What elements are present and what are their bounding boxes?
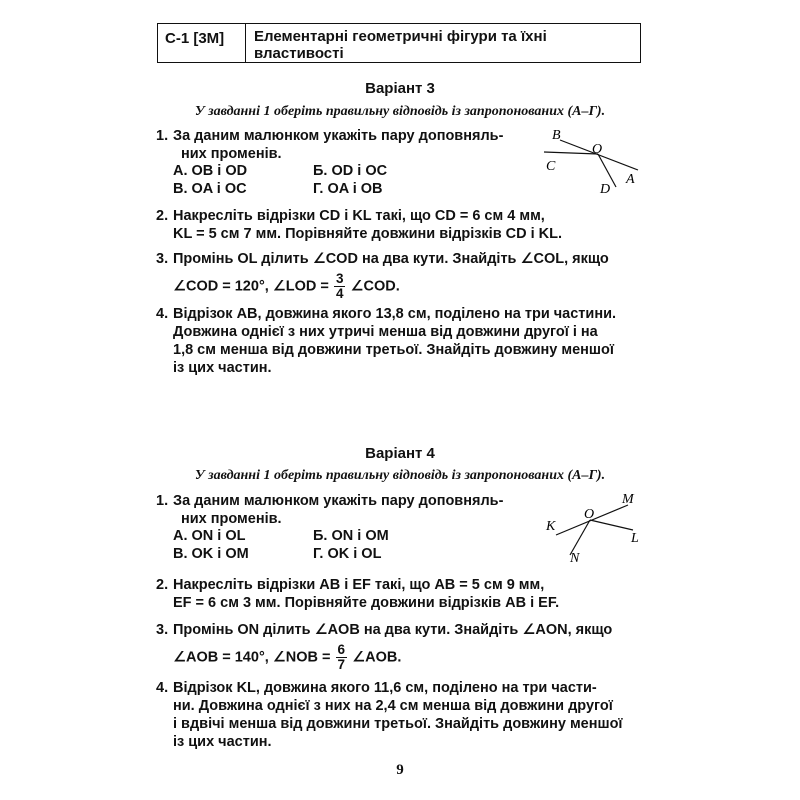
task-text-line: 1,8 см менша від довжини третьої. Знайдіть довжину меншої: [173, 342, 614, 358]
page-number: 9: [396, 762, 404, 778]
fraction: [336, 643, 348, 672]
task-number: 3.: [156, 622, 169, 638]
task-text-line: Накресліть відрізки AB і EF такі, що AB = 5 см 9 мм,: [173, 577, 545, 593]
variant-3-task-4: [156, 305, 642, 377]
option-b: Б. OD і OC: [313, 163, 388, 179]
option-a: А. OB і OD: [173, 163, 248, 179]
label-o: O: [584, 507, 595, 522]
variant-4-task-2: [156, 576, 642, 612]
section-topic: [246, 24, 640, 62]
label-o: O: [592, 142, 603, 157]
ray-line-oc: [544, 152, 598, 154]
variant-3-task-2: [156, 207, 642, 243]
label-m: M: [622, 492, 634, 507]
task-text-line: За даним малюнком укажіть пару доповняль-: [173, 128, 504, 144]
fraction-denominator: 7: [337, 657, 346, 672]
variant-4-task-3: [156, 621, 642, 672]
task-text-line: KL = 5 см 7 мм. Порівняйте довжини відрізків CD і KL.: [173, 226, 563, 242]
topic-line-1: Елементарні геометричні фігури та їхні: [254, 28, 547, 45]
task-formula-line: [173, 272, 642, 301]
task-number: 4.: [156, 306, 169, 322]
section-code: С-1 [3М]: [158, 24, 246, 62]
option-v: В. OK і OM: [173, 546, 249, 562]
variant-3-title: Варіант 3: [365, 80, 435, 97]
task-text-line: EF = 6 см 3 мм. Порівняйте довжини відрізків AB і EF.: [173, 595, 560, 611]
task-number: 1.: [156, 128, 169, 144]
label-d: D: [600, 182, 611, 197]
fraction: [334, 272, 346, 301]
formula-part: ∠COD.: [350, 278, 400, 295]
label-k: K: [546, 519, 556, 534]
task-text-line: із цих частин.: [173, 734, 272, 750]
option-a: А. ON і OL: [173, 528, 246, 544]
task-number: 4.: [156, 680, 169, 696]
fraction-numerator: 6: [337, 642, 346, 657]
variant-4-ray-figure: [538, 490, 648, 565]
header-table: [157, 23, 641, 63]
task-text-line: ни. Довжина однієї з них на 2,4 см менша від довжини другої: [173, 698, 613, 714]
task-text-line: них променів.: [181, 146, 282, 162]
task-text-line: них променів.: [181, 511, 282, 527]
formula-part: ∠COD = 120°, ∠LOD =: [173, 278, 329, 295]
task-text-line: Промінь ON ділить ∠AOB на два кути. Знайдіть ∠AON, якщо: [173, 622, 613, 638]
variant-3-ray-figure: [538, 125, 648, 200]
formula-part: ∠AOB = 140°, ∠NOB =: [173, 649, 331, 666]
formula-part: ∠AOB.: [352, 649, 402, 666]
option-g: Г. OA і OB: [313, 181, 383, 197]
fraction-denominator: 4: [335, 286, 344, 301]
task-text-line: і вдвічі менша від довжини третьої. Знайдіть довжину меншої: [173, 716, 623, 732]
label-l: L: [631, 531, 639, 546]
task-text-line: Промінь OL ділить ∠COD на два кути. Знайдіть ∠COL, якщо: [173, 251, 609, 267]
variant-3-instruction: У завданні 1 оберіть правильну відповідь із запропонованих (А–Г).: [194, 104, 606, 119]
variant-4-task-4: [156, 679, 642, 751]
task-number: 3.: [156, 251, 169, 267]
task-text-line: Накресліть відрізки CD і KL такі, що CD = 6 см 4 мм,: [173, 208, 545, 224]
task-number: 1.: [156, 493, 169, 509]
label-c: C: [546, 159, 556, 174]
label-b: B: [552, 128, 561, 143]
variant-3-task-3: [156, 250, 642, 301]
variant-4-instruction: У завданні 1 оберіть правильну відповідь із запропонованих (А–Г).: [194, 468, 606, 483]
option-g: Г. OK і OL: [313, 546, 382, 562]
topic-line-2: властивості: [254, 45, 344, 62]
task-text-line: із цих частин.: [173, 360, 272, 376]
fraction-numerator: 3: [335, 271, 344, 286]
task-number: 2.: [156, 208, 169, 224]
task-text-line: Відрізок KL, довжина якого 11,6 см, поділено на три части-: [173, 680, 597, 696]
label-a: A: [626, 172, 635, 187]
task-text-line: Відрізок AB, довжина якого 13,8 см, поділено на три частини.: [173, 306, 617, 322]
task-text-line: Довжина однієї з них утричі менша від довжини другої і на: [173, 324, 598, 340]
label-n: N: [570, 551, 580, 565]
task-number: 2.: [156, 577, 169, 593]
task-formula-line: [173, 643, 642, 672]
option-b: Б. ON і OM: [313, 528, 389, 544]
task-text-line: За даним малюнком укажіть пару доповняль-: [173, 493, 504, 509]
option-v: В. OA і OC: [173, 181, 247, 197]
ray-line-ol: [590, 520, 633, 530]
variant-4-title: Варіант 4: [365, 445, 435, 462]
